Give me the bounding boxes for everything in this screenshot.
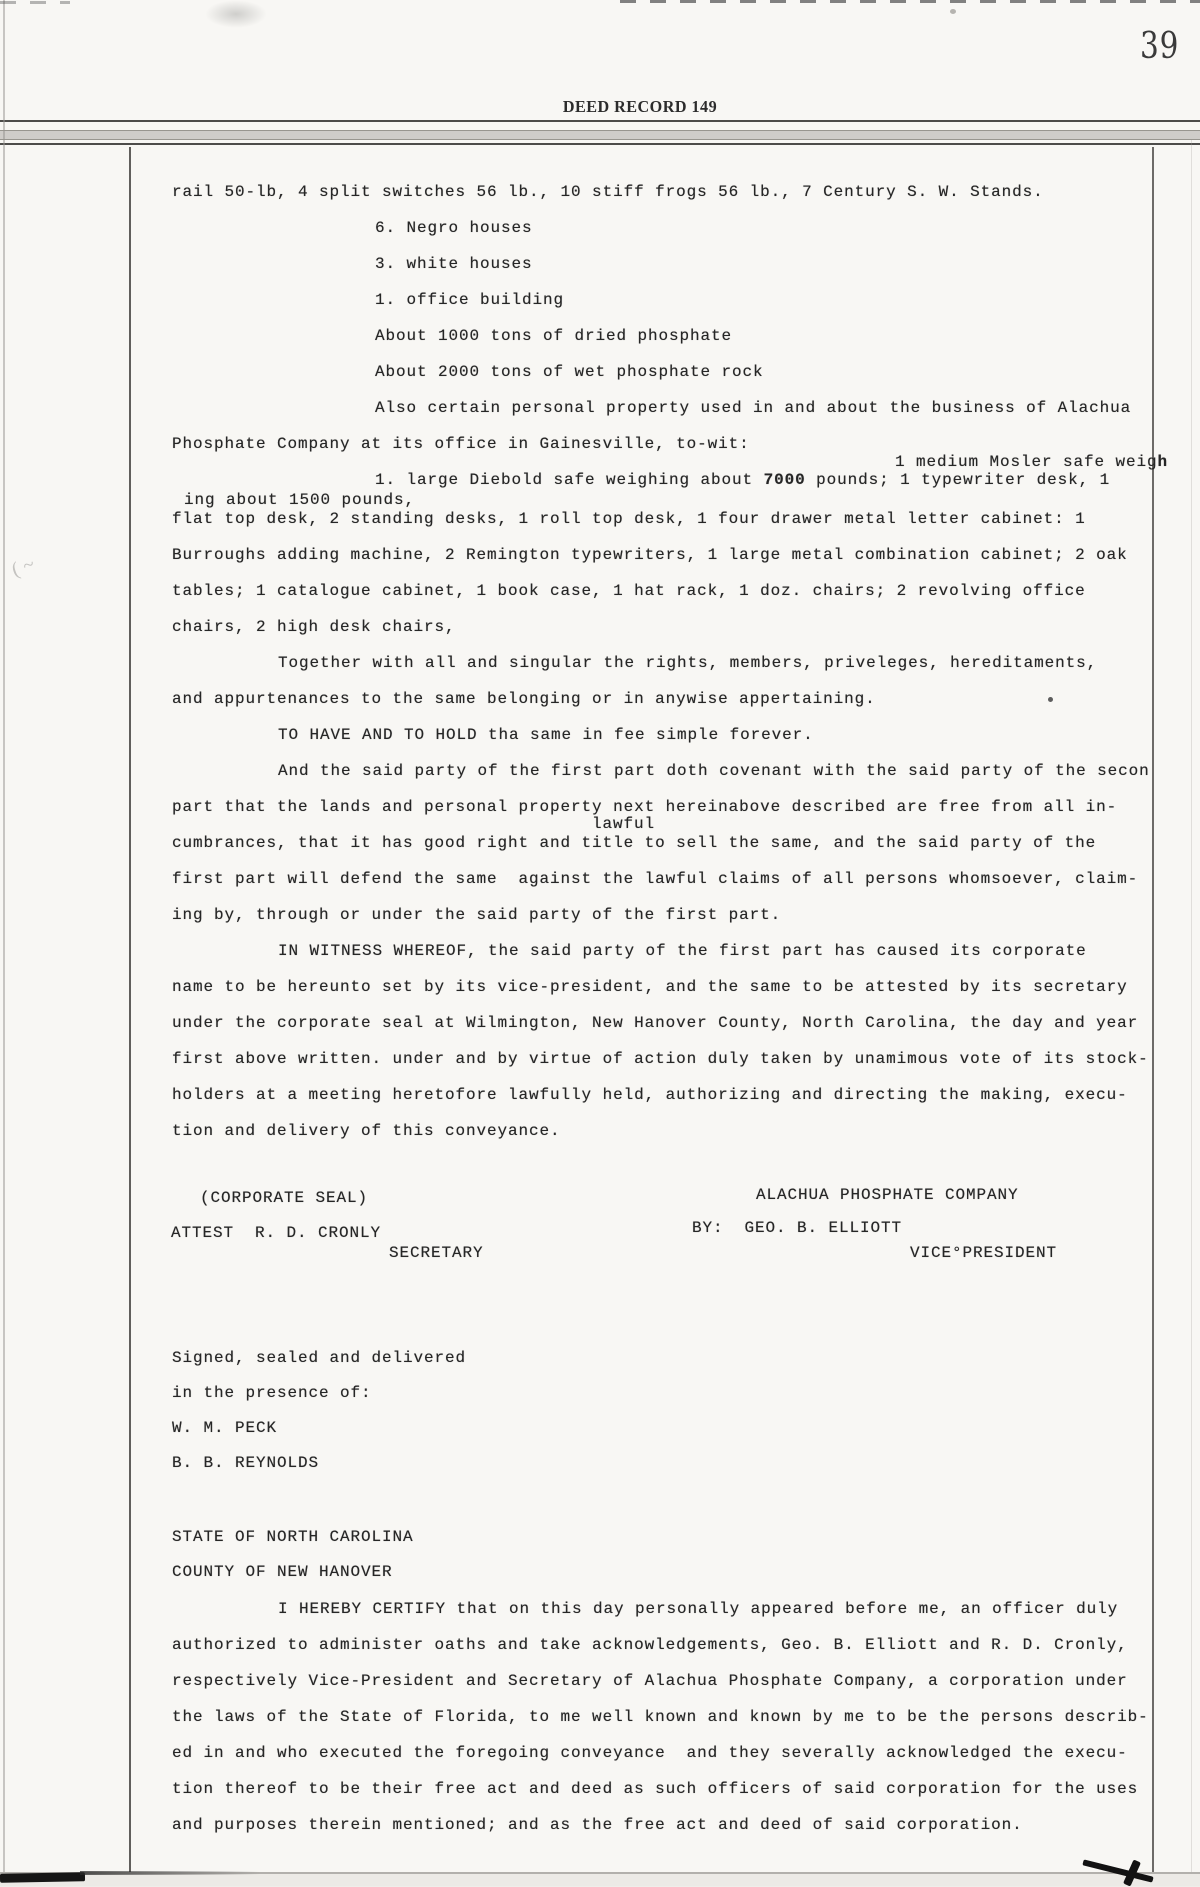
document-line: SECRETARY [389, 1244, 484, 1262]
document-line: tion and delivery of this conveyance. [172, 1122, 561, 1140]
document-line: 3. white houses [375, 255, 533, 273]
document-line: lawful [592, 815, 656, 833]
document-line: name to be hereunto set by its vice-president, and the same to be attested by its secretary [172, 978, 1128, 996]
document-line: and purposes therein mentioned; and as the free act and deed of said corporation. [172, 1816, 1023, 1834]
document-line: ed in and who executed the foregoing conveyance and they severally acknowledged the execu- [172, 1744, 1128, 1762]
document-line: under the corporate seal at Wilmington, New Hanover County, North Carolina, the day and year [172, 1014, 1139, 1032]
scan-artifact-black-streak [0, 1872, 85, 1882]
scan-artifact-ink-dot [1048, 697, 1053, 702]
document-line: part that the lands and personal property next hereinabove described are free from all in- [172, 798, 1118, 816]
header-rule-bottom [0, 143, 1200, 145]
document-line: tables; 1 catalogue cabinet, 1 book case, 1 hat rack, 1 doz. chairs; 2 revolving office [172, 582, 1086, 600]
document-line: (CORPORATE SEAL) [200, 1189, 369, 1207]
document-line: 1. office building [375, 291, 565, 309]
document-line: and appurtenances to the same belonging or in anywise appertaining. [172, 690, 876, 708]
document-line: VICE°PRESIDENT [910, 1244, 1058, 1262]
right-margin-rule [1152, 147, 1154, 1886]
document-line: And the said party of the first part doth covenant with the said party of the secon [278, 762, 1150, 780]
document-line: Together with all and singular the rights, members, priveleges, hereditaments, [278, 654, 1098, 672]
header-rule-band [0, 130, 1200, 140]
document-line: holders at a meeting heretofore lawfully held, authorizing and directing the making, execu- [172, 1086, 1128, 1104]
left-page-edge [3, 0, 5, 1886]
document-line: W. M. PECK [172, 1419, 278, 1437]
document-line: STATE OF NORTH CAROLINA [172, 1528, 414, 1546]
scan-artifact-streak-fade [80, 1871, 260, 1875]
left-margin-rule [129, 147, 131, 1886]
scan-artifact-bottom-strip [0, 1874, 1200, 1886]
document-line: 1. large Diebold safe weighing about 7000 pounds; 1 typewriter desk, 1 [375, 471, 1111, 489]
page-header: DEED RECORD 149 [562, 97, 718, 116]
document-line: Burroughs adding machine, 2 Remington typewriters, 1 large metal combination cabinet; 2 oak [172, 546, 1128, 564]
header-rule-top [0, 120, 1200, 122]
document-line: ing by, through or under the said party of the first part. [172, 906, 782, 924]
document-line: BY: GEO. B. ELLIOTT [692, 1219, 903, 1237]
document-line: rail 50-lb, 4 split switches 56 lb., 10 stiff frogs 56 lb., 7 Century S. W. Stands. [172, 183, 1044, 201]
document-line: first part will defend the same against the lawful claims of all persons whomsoever, claim- [172, 870, 1139, 888]
scan-artifact-top-dashes-left [0, 1, 70, 4]
document-line: 1 medium Mosler safe weigh [895, 453, 1169, 471]
document-line: About 1000 tons of dried phosphate [375, 327, 733, 345]
document-line: ing about 1500 pounds, [184, 491, 416, 509]
document-line: in the presence of: [172, 1384, 372, 1402]
document-line: Also certain personal property used in and about the business of Alachua [375, 399, 1132, 417]
document-line: respectively Vice-President and Secretary of Alachua Phosphate Company, a corporation under [172, 1672, 1128, 1690]
scan-artifact-pencil-mark: ( ~ [8, 553, 38, 581]
document-line: chairs, 2 high desk chairs, [172, 618, 456, 636]
document-line: the laws of the State of Florida, to me well known and known by me to be the persons describ- [172, 1708, 1149, 1726]
document-line: cumbrances, that it has good right and title to sell the same, and the said party of the [172, 834, 1097, 852]
document-line: ATTEST R. D. CRONLY [171, 1224, 382, 1242]
document-line: IN WITNESS WHEREOF, the said party of the first part has caused its corporate [278, 942, 1087, 960]
document-line: first above written. under and by virtue of action duly taken by unamimous vote of its stock- [172, 1050, 1149, 1068]
document-line: ALACHUA PHOSPHATE COMPANY [756, 1186, 1019, 1204]
scan-artifact-smudge [205, 0, 267, 28]
document-line: authorized to administer oaths and take acknowledgements, Geo. B. Elliott and R. D. Cronly, [172, 1636, 1128, 1654]
document-line: Signed, sealed and delivered [172, 1349, 467, 1367]
document-line: COUNTY OF NEW HANOVER [172, 1563, 393, 1581]
document-line: Phosphate Company at its office in Gainesville, to-wit: [172, 435, 750, 453]
document-line: tion thereof to be their free act and deed as such officers of said corporation for the uses [172, 1780, 1139, 1798]
document-line: B. B. REYNOLDS [172, 1454, 320, 1472]
document-line: 6. Negro houses [375, 219, 533, 237]
page-number: 39 [1140, 26, 1180, 67]
right-page-edge [1191, 140, 1192, 1886]
scan-artifact-dot [950, 9, 956, 14]
document-line: TO HAVE AND TO HOLD tha same in fee simple forever. [278, 726, 814, 744]
document-line: flat top desk, 2 standing desks, 1 roll top desk, 1 four drawer metal letter cabinet: 1 [172, 510, 1086, 528]
scan-artifact-top-dashes [620, 0, 1200, 3]
document-line: I HEREBY CERTIFY that on this day personally appeared before me, an officer duly [278, 1600, 1119, 1618]
document-line: About 2000 tons of wet phosphate rock [375, 363, 764, 381]
